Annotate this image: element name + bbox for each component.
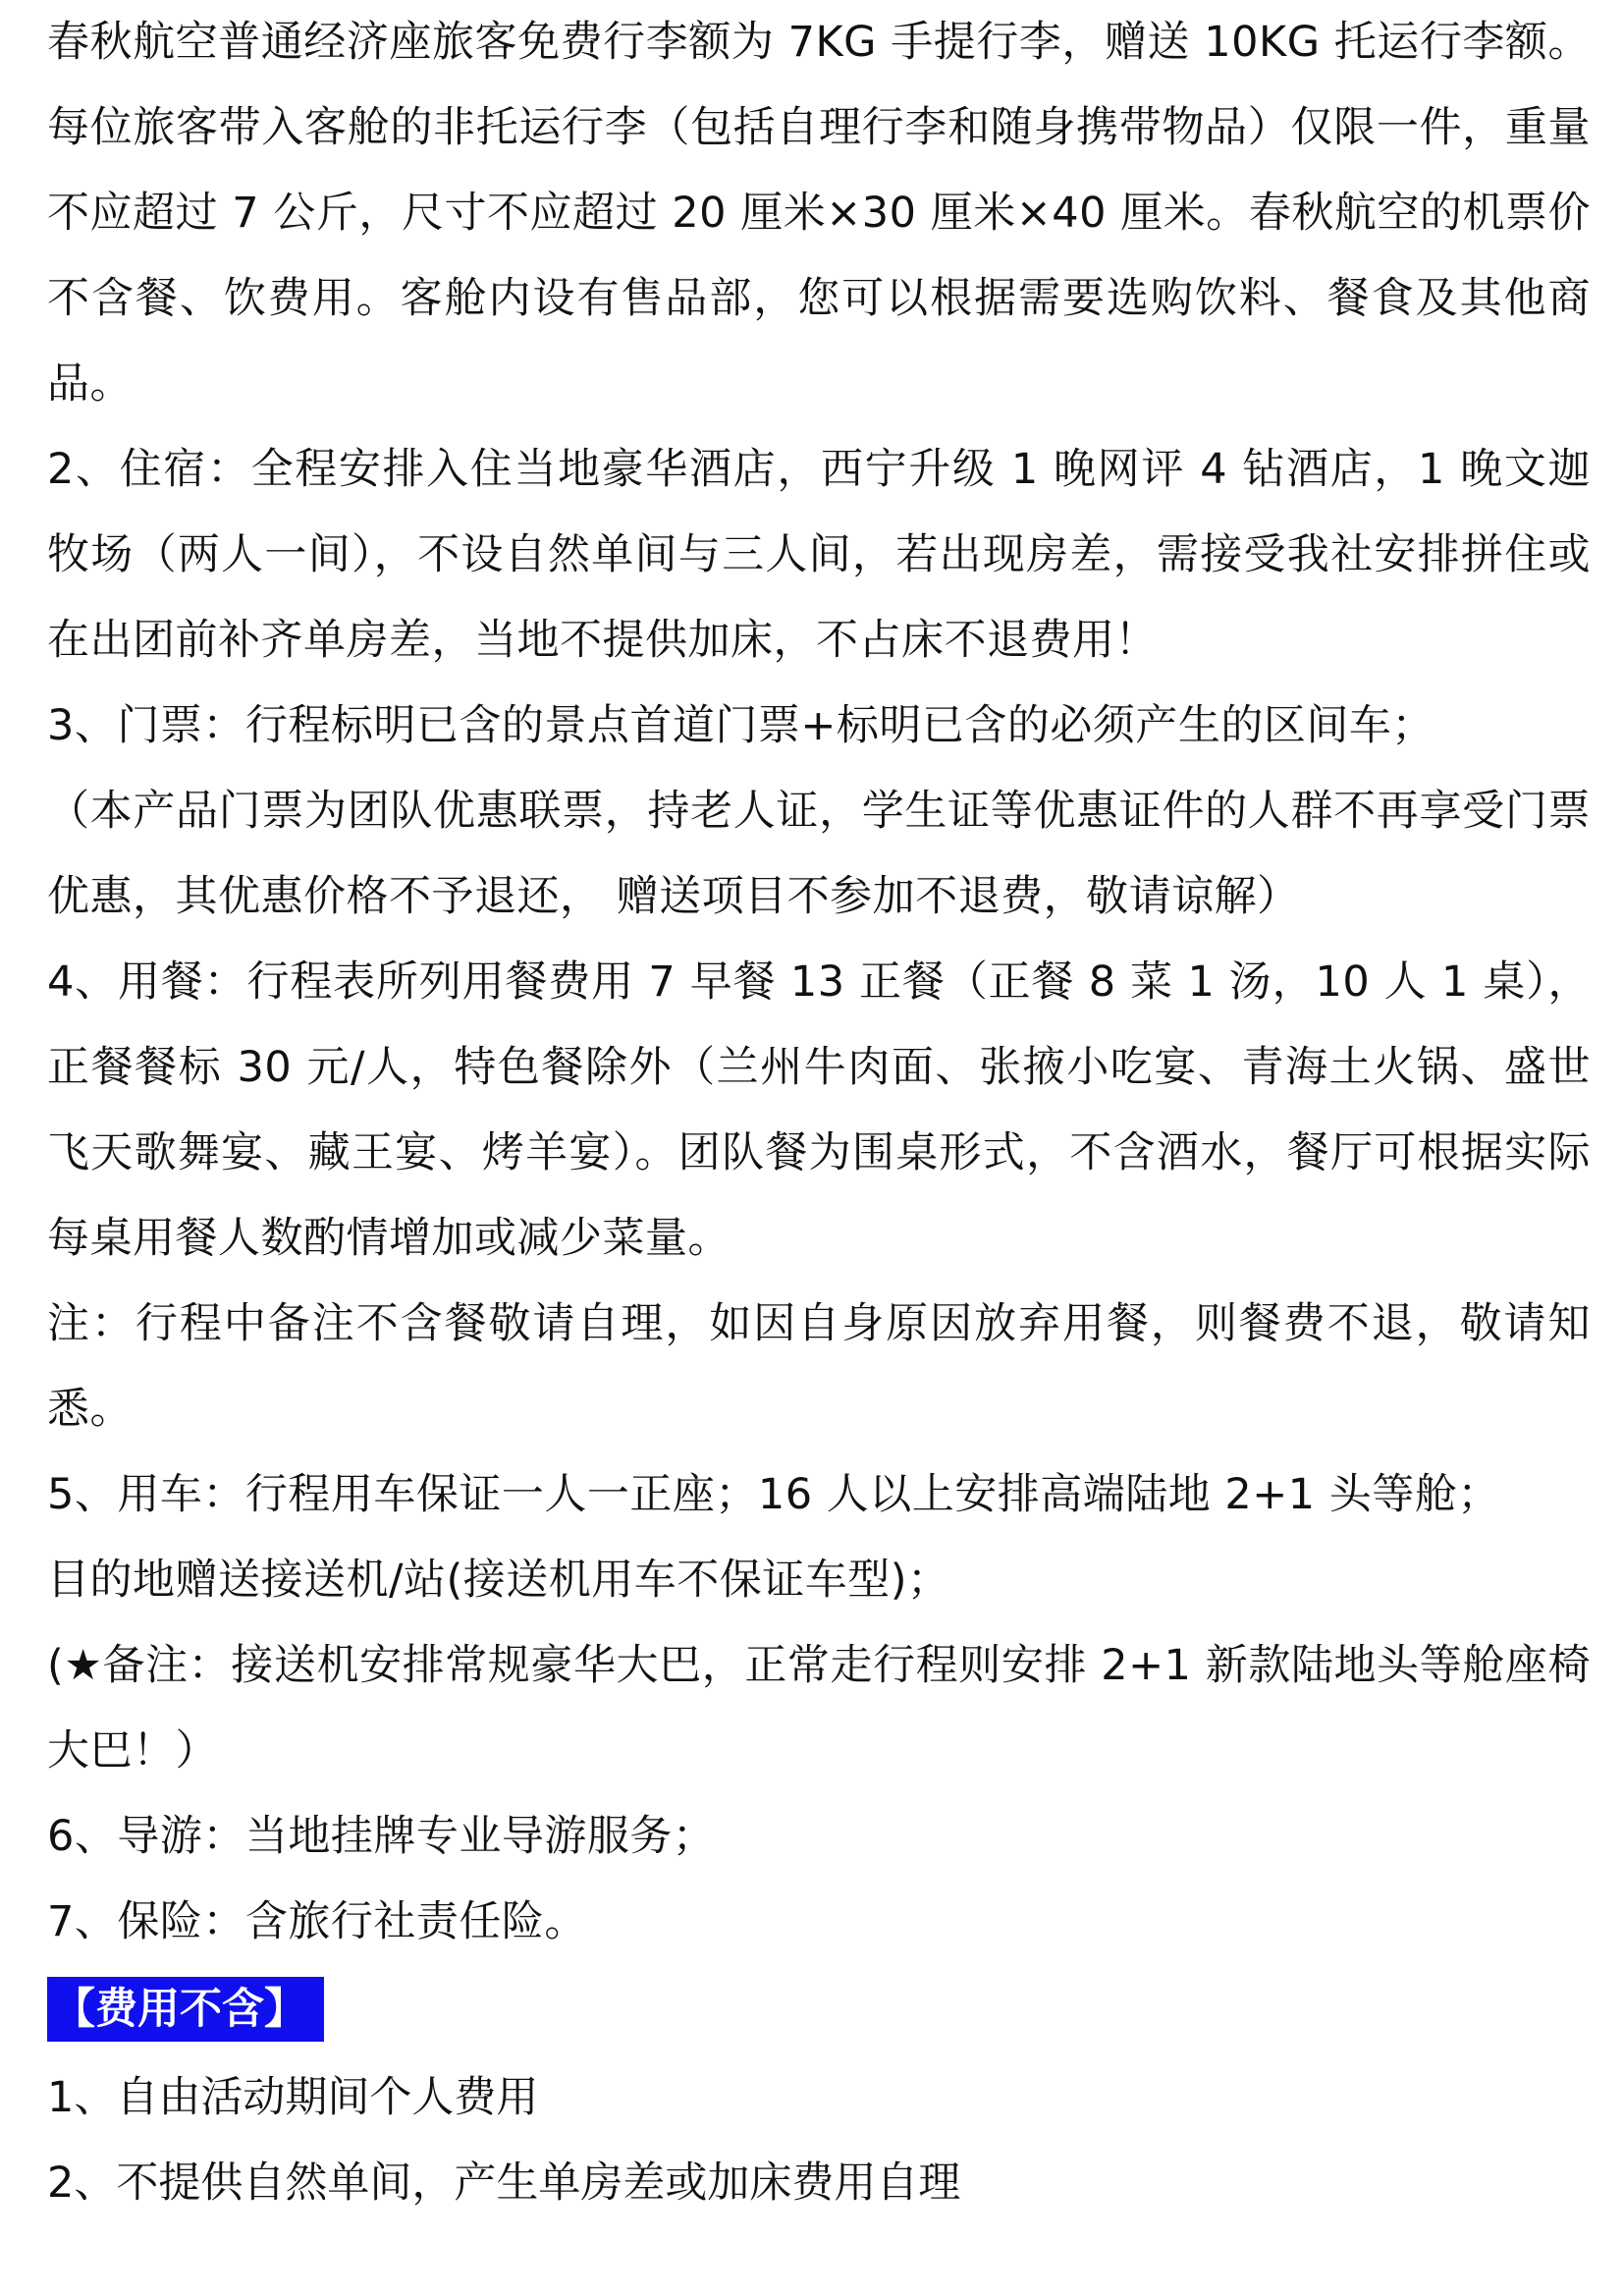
insurance-item: 7、保险：含旅行社责任险。 — [47, 1897, 587, 1946]
document-page — [47, 0, 1591, 2226]
vehicle-item: 5、用车：行程用车保证一人一正座；16 人以上安排高端陆地 2+1 头等舱； — [47, 1470, 1500, 1519]
accommodation-item: 2、住宿：全程安排入住当地豪华酒店，西宁升级 1 晚网评 4 钻酒店，1 晚文迦牧场（两人一间），不设自然单间与三人间，若出现房差，需接受我社安排拼住或在出团前补齐单房差，当地不提供加床，不占床不退费用！ — [47, 445, 1591, 665]
guide-item: 6、导游：当地挂牌专业导游服务； — [47, 1812, 716, 1861]
excluded-item: 1、自由活动期间个人费用 — [47, 2073, 539, 2122]
meals-note: 注：行程中备注不含餐敬请自理，如因自身原因放弃用餐，则餐费不退，敬请知悉。 — [47, 1299, 1591, 1434]
excluded-item: 2、不提供自然单间，产生单房差或加床费用自理 — [47, 2159, 961, 2208]
excluded-section-heading: 【费用不含】 — [47, 1977, 324, 2042]
vehicle-transfer: 目的地赠送接送机/站(接送机用车不保证车型)； — [47, 1556, 950, 1605]
meals-item: 4、用餐：行程表所列用餐费用 7 早餐 13 正餐（正餐 8 菜 1 汤，10 人 1 桌），正餐餐标 30 元/人，特色餐除外（兰州牛肉面、张掖小吃宴、青海土火锅、盛世飞天歌舞宴、藏王宴、烤羊宴）。团队餐为围桌形式，不含酒水，餐厅可根据实际每桌用餐人数酌情增加或减少菜量。 — [47, 957, 1591, 1263]
vehicle-note: (★备注：接送机安排常规豪华大巴，正常走行程则安排 2+1 新款陆地头等舱座椅大巴！） — [47, 1641, 1591, 1776]
tickets-note: （本产品门票为团队优惠联票，持老人证，学生证等优惠证件的人群不再享受门票优惠，其优惠价格不予退还， 赠送项目不参加不退费，敬请谅解） — [47, 787, 1591, 921]
tickets-item: 3、门票：行程标明已含的景点首道门票+标明已含的必须产生的区间车； — [47, 701, 1434, 750]
flight-baggage-note: 春秋航空普通经济座旅客免费行李额为 7KG 手提行李，赠送 10KG 托运行李额。每位旅客带入客舱的非托运行李（包括自理行李和随身携带物品）仅限一件，重量不应超过 7 公斤，尺寸不应超过 20 厘米×30 厘米×40 厘米。春秋航空的机票价不含餐、饮费用。客舱内设有售品部，您可以根据需要选购饮料、餐食及其他商品。 — [47, 18, 1591, 409]
